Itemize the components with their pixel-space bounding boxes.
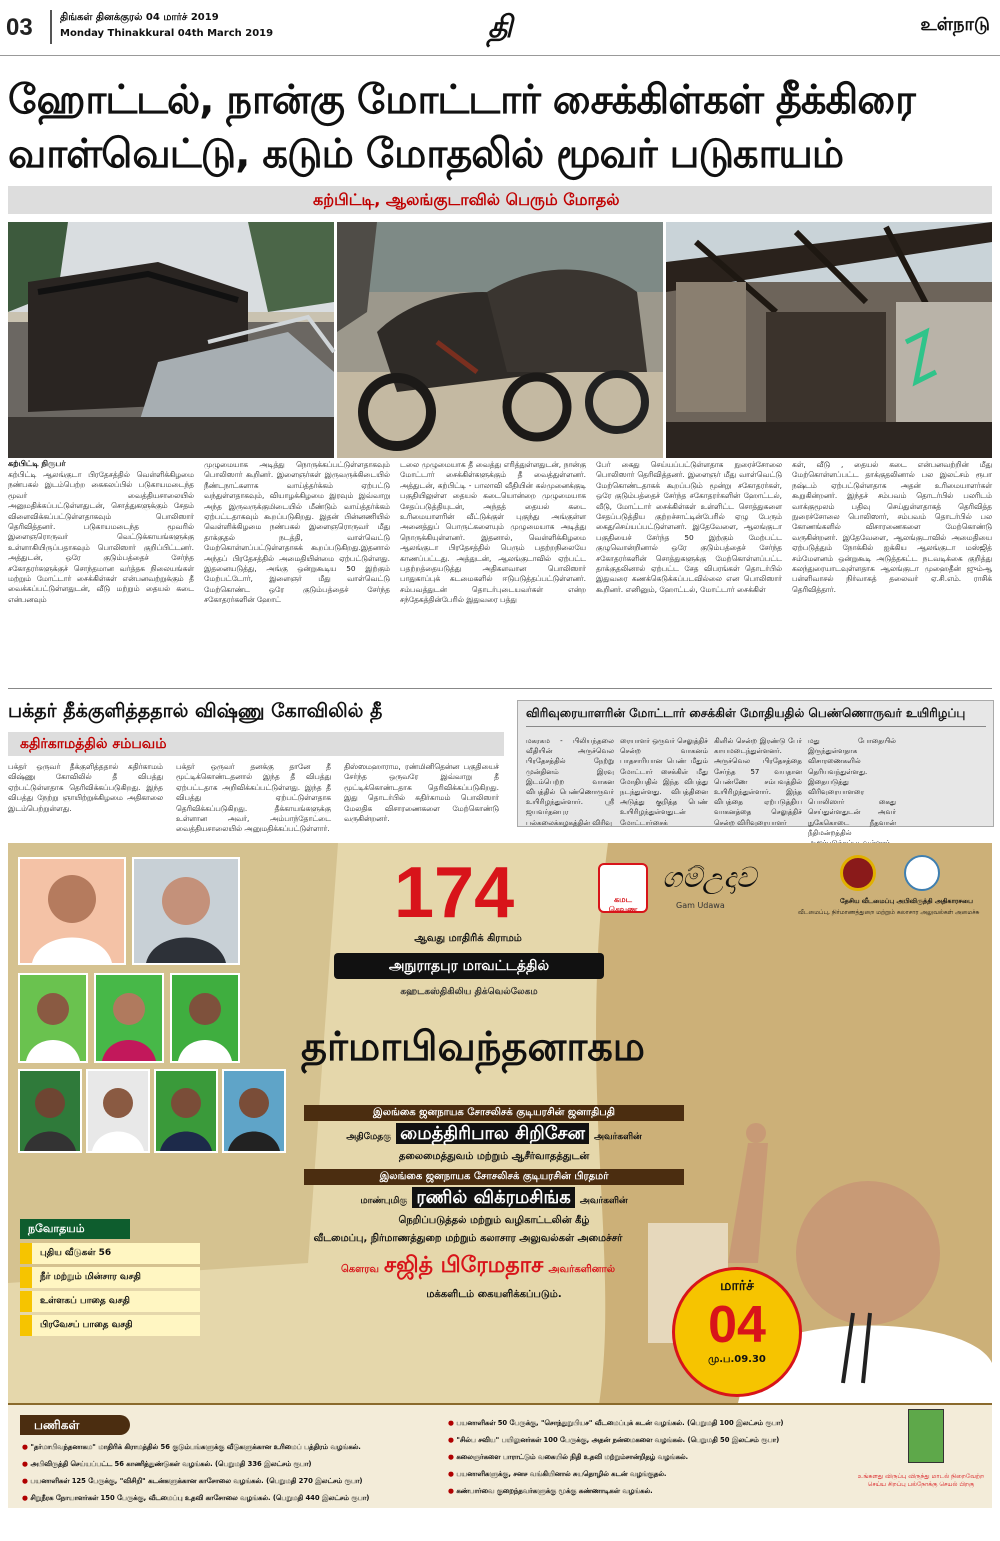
second-column-2: பக்தர் ஒருவர் தனக்கு தானே தீ மூட்டிக்கொண்டதனால் இந்த தீ விபத்து ஏற்பட்டதாக அறிவிக்கப்பட்டுள்ளது. இந்த தீ விபத்து ஏற்பட்டுள்ளதாக தெரிவிக்கப்படுகிறது. தீக்காயங்களுக்கு உள்ளான அவர், அம்பாந்தோட்டை வைத்தியசாலையில் அனுமதிக்கப்பட்டுள்ளார். bbox=[176, 762, 331, 834]
accident-headline: விரிவுரையாளரின் மோட்டார் சைக்கிள் மோதியதில் பெண்ணொருவர் உயிரிழப்பு bbox=[526, 706, 966, 720]
burnt-motorcycles-photo bbox=[337, 222, 663, 458]
bullet-icon: ● bbox=[22, 1494, 31, 1502]
panikal-item bbox=[448, 1466, 888, 1483]
minister-suffix: அவர்களினால் bbox=[548, 1264, 616, 1275]
pm-suffix: அவர்களின் bbox=[579, 1196, 628, 1206]
header-divider bbox=[50, 10, 52, 44]
lead-kicker: கற்பிட்டி, ஆலங்குடாவில் பெரும் மோதல் bbox=[8, 186, 992, 214]
panikal-item bbox=[448, 1415, 888, 1432]
district-banner: அநுராதபுர மாவட்டத்தில் bbox=[334, 953, 604, 979]
panikal-item-text: பயனாளிகளுக்கு, சனச வங்கியினால் சுயதொழில் கடன் வழங்குதல். bbox=[456, 1470, 667, 1478]
panikal-item bbox=[22, 1473, 442, 1490]
accident-column-4: மது போதையில் இருந்துள்ளதாக விசாரணைகளில் தெரியவந்துள்ளது. இதையடுத்து விரிவுரையாளரை பொலிஸார் கைது செய்துள்ளதுடன் அவர் நுகேகொடை நீதவான் நீதிமன்றத்தில் bbox=[808, 737, 896, 837]
panikal-item bbox=[22, 1456, 442, 1473]
accident-column-1: மகரகம - பிலியந்தலை வீதியின் அருச்வெல பிரதேசத்தில் நேற்று முன்தினம் இரவு இடம்பெற்ற வாகன விபத்தில் பெண்ணொருவர் உயிரிழந்துள்ளார். ஸ்ரீ ஜயவர்தனபுர பல்கலைக்கழகத்தின் விரிவு bbox=[526, 737, 614, 827]
bullet-icon: ● bbox=[448, 1470, 457, 1478]
state-emblem-icon bbox=[840, 855, 876, 891]
lead-headline-line2: வாள்வெட்டு, கடும் மோதலில் மூவர் படுகாயம் bbox=[8, 131, 843, 177]
official-portrait-4 bbox=[18, 1069, 82, 1153]
model-village-ordinal: ஆவது மாதிரிக் கிராமம் bbox=[414, 933, 522, 944]
event-month: மார்ச் bbox=[720, 1278, 754, 1294]
president-name-line bbox=[304, 1123, 684, 1146]
section-rule bbox=[8, 688, 992, 689]
navodayam-list bbox=[20, 1243, 200, 1339]
navodayam-title: நவோதயம் bbox=[20, 1219, 130, 1239]
minister-prefix: கௌரவ bbox=[340, 1264, 379, 1275]
bullet-icon: ● bbox=[22, 1477, 31, 1485]
official-portrait-1 bbox=[18, 973, 88, 1063]
panikal-item-text: "தர்மாபிவந்தனாகம" மாதிரிக் கிராமத்தில் 56 குடும்பங்களுக்கு வீடுகளுக்கான உரிமைப் பத்திரம் வழங்கல். bbox=[30, 1443, 361, 1451]
panikal-item bbox=[22, 1490, 442, 1507]
lead-column-4: பேர் கைது செய்யப்பட்டுள்ளதாக நுரைச்சோலை பொலிஸார் தெரிவித்தனர். இளைஞர் மீது வாள்வெட்டு மேற்கொண்டதாகக் கூறப்படும் மூன்று சகோதரர்கள், ஒரே குடும்பத்தைச் சேர்ந்த சகோதரர்களின் ஹோட்டல், வீடு, மோட்டார் சைக்கிள்கள் உள்ளிட்ட சொத்துகளை சேதப்படுத்திய குற்றச்சாட்டின்பேரில் ஏழு பேரும் கைதுசெய்யப்பட்டுள்ளனர். இதேவேளை, ஆலங்குடா பகுதியைச் சேர்ந்த 50 இற்கும் மேற்பட்ட குழுவொன்றினால் ஒரே குடும்பத்தைச் சேர்ந்த சகோதரர்களின் சொத்துகளுக்கு மேற்கொள்ளப்பட்ட தாக்குதலினால் ஏற்பட்ட சேத விபரங்கள் தொடர்பில் இதுவரை கணக்கெடுக்கப்படவில்லை என பொலிஸார் கூறினர். எனினும், ஹோட்டல், மோட்டார் சைக்கிள் bbox=[596, 460, 782, 594]
gam-udawa-logo: ගම්උදාව bbox=[662, 861, 757, 894]
nhda-logo-icon bbox=[904, 855, 940, 891]
president-title: இலங்கை ஜனநாயக சோசலிசக் குடியரசின் ஜனாதிபதி bbox=[304, 1105, 684, 1121]
handover-line: மக்களிடம் கையளிக்கப்படும். bbox=[426, 1289, 562, 1300]
panikal-item bbox=[448, 1483, 888, 1500]
panikal-item bbox=[22, 1439, 442, 1456]
lead-column-3: டலை முழுமையாக தீ வைத்து எரித்துள்ளதுடன், நான்கு மோட்டார் சைக்கிள்களுக்கும் தீ வைத்துள்ளனர். அத்துடன், கற்பிட்டி - பாலாவி வீதியின் கல்முனைக்குடி பகுதியிலுள்ள தையல் கடையொன்றை முழுமையாக சேதப்படுத்தியுடன், அந்தத் தையல் கடை உரிமையாளரின் வீட்டுக்குள் புகுந்து அங்குள்ள அனைத்துப் பொருட்களையும் முழுமையாக அடித்து நொருக்கியுள்ளனர். இதனால், வெள்ளிக்கிழமை ஆலங்குடா பிரதேசத்தில் பெரும் பதற்றநிலையே காணப்பட்டது. அத்துடன், ஆலங்குடாவில் ஏற்பட்ட பதற்றத்தையடுத்து அதிகளவான பொலிஸார் பாதுகாப்புக் கடமைகளில் ஈடுபடுத்தப்பட்டுள்ளனர். சம்பவத்துடன் தொடர்புடையவர்கள் என்ற சந்தேகத்தின்பேரில் இதுவரை பத்து bbox=[400, 460, 586, 605]
president-name: மைத்திரிபால சிறிசேன bbox=[396, 1123, 589, 1144]
panikal-left-list bbox=[22, 1439, 442, 1507]
section-name: உள்நாடு bbox=[920, 14, 990, 35]
accident-column-2: ரையாளர் ஒருவர் செலுத்திச் சென்ற வாகனம் பாதசாரியான பெண் மீதும் மோட்டார் சைக்கிள் மீது மோதியதில் இந்த விபத்து நடந்துள்ளது. விபத்தினை அடுத்து குறித்த பெண் உயிரிழந்துள்ளதுடன் மோட்டார்சைக் bbox=[620, 737, 708, 827]
event-time: மு.ப.09.30 bbox=[708, 1354, 766, 1365]
panikal-item-text: கண்பார்வை குறைந்தவர்களுக்கு மூக்கு கண்ணாடிகள் வழங்கல். bbox=[456, 1487, 653, 1495]
bullet-icon: ● bbox=[448, 1453, 457, 1461]
official-portrait-3 bbox=[170, 973, 240, 1063]
ad-footer-note: உங்களது விருப்பு விருந்து மாடல் நிறைவேற்ற செய்ய சிறப்பு பல்நோக்கு செயல் பிறகு bbox=[857, 1473, 985, 1488]
panikal-item-text: கலைஞர்களை பாராட்டும் வகையில் நிதி உதவி மற்றும்சான்றிதழ் வழங்கல். bbox=[456, 1453, 689, 1461]
navodayam-item: புதிய வீடுகள் 56 bbox=[20, 1243, 200, 1264]
president-suffix: அவர்களின் bbox=[594, 1132, 642, 1142]
navodayam-item: உள்ளகப் பாதை வசதி bbox=[20, 1291, 200, 1312]
president-portrait bbox=[18, 857, 126, 965]
bullet-icon: ● bbox=[22, 1460, 31, 1468]
ministry-name: வீடமைப்பு, நிர்மாணத்துறை மற்றும் கலாசார அலுவல்கள் அமைச்சு bbox=[798, 909, 980, 916]
panikal-item-text: அபிவிருத்தி செய்யப்பட்ட 56 காணித்துண்டுகள் வழங்கல். (பெறுமதி 336 இலட்சம் ரூபா) bbox=[30, 1460, 312, 1468]
president-prefix: அதிமேதகு bbox=[346, 1132, 392, 1142]
model-village-number: 174 bbox=[394, 853, 515, 933]
accident-column-3: கிளில் சென்ற இரண்டு பேர் காயமடைந்துள்ளனர். அருச்வெல பிரதேசத்தை சேர்ந்த 57 வயதான பெண்ணே சம்பவத்தில் உயிரிழந்துள்ளார். இந்த விபத்தை ஏற்படுத்திய வாகனத்தை செலுத்திச் சென்ற விரிவுரையாளர் bbox=[714, 737, 802, 827]
navodayam-item: நீர் மற்றும் மின்சார வசதி bbox=[20, 1267, 200, 1288]
second-column-3: திஸ்ஸமஹாராம, ரண்மினிதென்ன பகுதியைச் சேர்ந்த ஒருவரே இவ்வாறு தீ மூட்டிக்கொண்டதாக தெரிவிக்கப்படுகிறது. இது தொடர்பில் கதிர்காமம் பொலிஸார் மேலதிக விசாரணைகளை மேற்கொண்டு வருகின்றனர். bbox=[344, 762, 499, 824]
panikal-item-text: பயனாளிகள் 125 பேருக்கு, "விசிறி" கடன்களுக்கான காசோலை வழங்கல். (பெறுமதி 270 இலட்சம் ரூபா) bbox=[30, 1477, 363, 1485]
box-rule bbox=[526, 726, 986, 727]
burnt-building-photo bbox=[8, 222, 334, 458]
minister-title: வீடமைப்பு, நிர்மாணத்துறை மற்றும் கலாசார அலுவல்கள் அமைச்சர் bbox=[313, 1233, 623, 1244]
leadership-line: தலைமைத்துவம் மற்றும் ஆசீர்வாதத்துடன் bbox=[398, 1151, 590, 1162]
gam-udawa-advertisement bbox=[8, 843, 992, 1508]
pm-name-line bbox=[304, 1187, 684, 1210]
header-date-tamil: திங்கள் தினக்குரல் 04 மார்ச் 2019 bbox=[60, 12, 219, 23]
panikal-right-list bbox=[448, 1415, 888, 1500]
brochure-thumbnail bbox=[908, 1409, 944, 1463]
minister-name-line bbox=[258, 1253, 698, 1281]
event-day: 04 bbox=[708, 1296, 766, 1354]
bullet-icon: ● bbox=[448, 1419, 457, 1427]
second-kicker: கதிர்காமத்தில் சம்பவம் bbox=[8, 732, 504, 756]
lead-column-5: கள், வீடு , தையல் கடை என்பனவற்றின் மீது மேற்கொள்ளப்பட்ட தாக்குதலினால் பல இலட்சம் ரூபா நஷ்டம் ஏற்பட்டுள்ளதாக அதன் உரிமையாளர்கள் கூறுகின்றனர். இந்தச் சம்பவம் தொடர்பில் பலரிடம் வாக்குமூலம் பதிவு செய்துள்ளதாகத் தெரிவித்த நுரைச்சோலை பொலிஸார், சம்பவம் தொடர்பில் பல கோணங்களில் விசாரணைகளை மேற்கொண்டு வருகின்றனர். இதேவேளை, ஆலங்குடாவில் அமைதியை ஏற்படுத்தும் நோக்கில் ஐக்கிய ஆலங்குடா மஸ்ஜித் சம்மேளனம் ஒன்றுகூடி அடுத்தகட்ட நடவடிக்கை குறித்து கலந்துரையாடவுள்ளதாக ஆலங்குடா முஹைதீன் ஜும்ஆ பள்ளிவாசல் நிர்வாகத் தலைவர் ஏ.சி.எம். ராசிக் தெரிவித்தார். bbox=[792, 460, 992, 594]
official-portrait-7 bbox=[222, 1069, 286, 1153]
pm-name: ரணில் விக்ரமசிங்க bbox=[412, 1187, 574, 1208]
page-header bbox=[0, 0, 1000, 56]
second-headline: பக்தர் தீக்குளித்ததால் விஷ்ணு கோவிலில் தீ bbox=[8, 700, 383, 722]
bullet-icon: ● bbox=[448, 1487, 457, 1495]
village-name: தர்மாபிவந்தனாகம bbox=[301, 1024, 645, 1070]
lead-column-2: முழுமையாக அடித்து நொருக்கப்பட்டுள்ளதாகவும் பொலிஸார் கூறினர். இளைஞர்கள் இருவருக்கிடையில் நீண்டநாட்களாக வாய்த்தர்க்கம் ஏற்பட்டு வந்துள்ளதாகவும், வியாழக்கிழமை இரவும் இவ்வாறு அந்த இருவருக்குமிடையில் மீண்டும் வாய்த்தர்க்கம் ஏற்பட்டதாகவும் கூறப்படுகிறது. இதன் பின்னணியில் வெள்ளிக்கிழமை நண்பகல் இளைஞரொருவர் மீது தாக்குதல் நடத்தி, வாள்வெட்டு மேற்கொள்ளப்பட்டுள்ளதாகக் கூறப்படுகிறது.இதனால் அந்தப் பிரதேசத்தில் அமைதியின்மை ஏற்பட்டுள்ளது. இதனையடுத்து, அங்கு ஒன்றுகூடிய 50 இற்கும் மேற்பட்டோர், இளைஞர் மீது வாள்வெட்டு மேற்கொண்ட ஒரே குடும்பத்தைச் சேர்ந்த சகோதரர்களின் ஹோட் bbox=[204, 460, 390, 605]
gam-udawa-logo-sub: Gam Udawa bbox=[676, 901, 725, 910]
panikal-item bbox=[448, 1432, 888, 1449]
lead-column-1: கற்பிட்டி ஆலங்குடா பிரதேசத்தில் வெள்ளிக்கிழமை நண்பகல் இடம்பெற்ற கைகலப்பில் படுகாயமடைந்த மூவர் வைத்தியசாலையில் அனுமதிக்கப்பட்டுள்ளதுடன், சொத்துகளுக்கும் சேதம் விளைவிக்கப்பட்டுள்ளதாகவும் பொலிஸார் தெரிவித்தனர். படுகாயமடைந்த மூவரில் இளைஞரொருவர் வெட்டுக்காயங்களுக்கு உள்ளாகியிருப்பதாகவும் பொலிஸார் குறிப்பிட்டனர். அத்துடன், ஒரே குடும்பத்தைச் சேர்ந்த சகோதரர்களுக்குச் சொந்தமான வர்த்தக நிலையங்கள் மற்றும் மோட்டார் சைக்கிள்கள் என்பனவற்றுக்கும் தீ வைக்கப்பட்டுள்ளதுடன், வீடு மற்றும் தையல் கடை என்பனவும் bbox=[8, 470, 194, 604]
second-column-1: பக்தர் ஒருவர் தீக்குளித்ததால் கதிர்காமம் விஷ்ணு கோவிலில் தீ விபத்து ஏற்பட்டுள்ளதாக தெரிவிக்கப்படுகிறது. இந்த விபத்து நேற்று ஞாயிற்றுக்கிழமை அதிகாலை இடம்பெற்றுள்ளது. bbox=[8, 762, 163, 813]
burnt-interior-photo bbox=[666, 222, 992, 458]
bullet-icon: ● bbox=[448, 1436, 457, 1444]
event-date-badge bbox=[672, 1267, 802, 1397]
pm-title: இலங்கை ஜனநாயக சோசலிசக் குடியரசின் பிரதமர் bbox=[304, 1169, 684, 1185]
official-portrait-2 bbox=[94, 973, 164, 1063]
nhda-name: தேசிய வீடமைப்பு அபிவிருத்தி அதிகாரசபை bbox=[840, 897, 973, 905]
prime-minister-portrait bbox=[132, 857, 240, 965]
minister-name: சஜித் பிரேமதாச bbox=[384, 1253, 544, 1278]
official-portrait-5 bbox=[86, 1069, 150, 1153]
pm-prefix: மாண்புமிகு bbox=[360, 1196, 408, 1206]
navodayam-item: பிரவேசப் பாதை வசதி bbox=[20, 1315, 200, 1336]
newspaper-logo: தி bbox=[487, 10, 513, 45]
gamata-sevana-logo: கமட செவண bbox=[598, 863, 648, 913]
panikal-item bbox=[448, 1449, 888, 1466]
bullet-icon: ● bbox=[22, 1443, 31, 1451]
panikal-title: பணிகள் bbox=[20, 1415, 130, 1435]
panikal-item-text: "சில்ப சவிய" பயிலுனர்கள் 100 பேருக்கு, அதன் நன்மைகளை வழங்கல். (பெறுமதி 50 இலட்சம் ரூபா) bbox=[456, 1436, 780, 1444]
photo-caption: கற்பிட்டி நிருபர் bbox=[8, 459, 66, 468]
official-portrait-6 bbox=[154, 1069, 218, 1153]
panikal-item-text: பயனாளிகள் 50 பேருக்கு, "சொந்துறுபியச" வீடமைப்புக் கடன் வழங்கல். (பெறுமதி 100 இலட்சம் ரூபா) bbox=[456, 1419, 784, 1427]
panikal-item-text: சிறுநீரக நோயாளர்கள் 150 பேருக்கு, வீடமைப்பு உதவி காசோலை வழங்கல். (பெறுமதி 440 இலட்சம் ரூபா) bbox=[30, 1494, 370, 1502]
village-subtitle: கஹடகஸ்திகிலிய திக்வெல்லேகம bbox=[400, 987, 538, 997]
lead-headline-line1: ஹோட்டல், நான்கு மோட்டார் சைக்கிள்கள் தீக்கிரை bbox=[8, 77, 915, 123]
guidance-line: நெறிப்படுத்தல் மற்றும் வழிகாட்டலின் கீழ் bbox=[398, 1215, 590, 1226]
page-number: 03 bbox=[6, 14, 33, 41]
header-date-english: Monday Thinakkural 04th March 2019 bbox=[60, 28, 274, 39]
